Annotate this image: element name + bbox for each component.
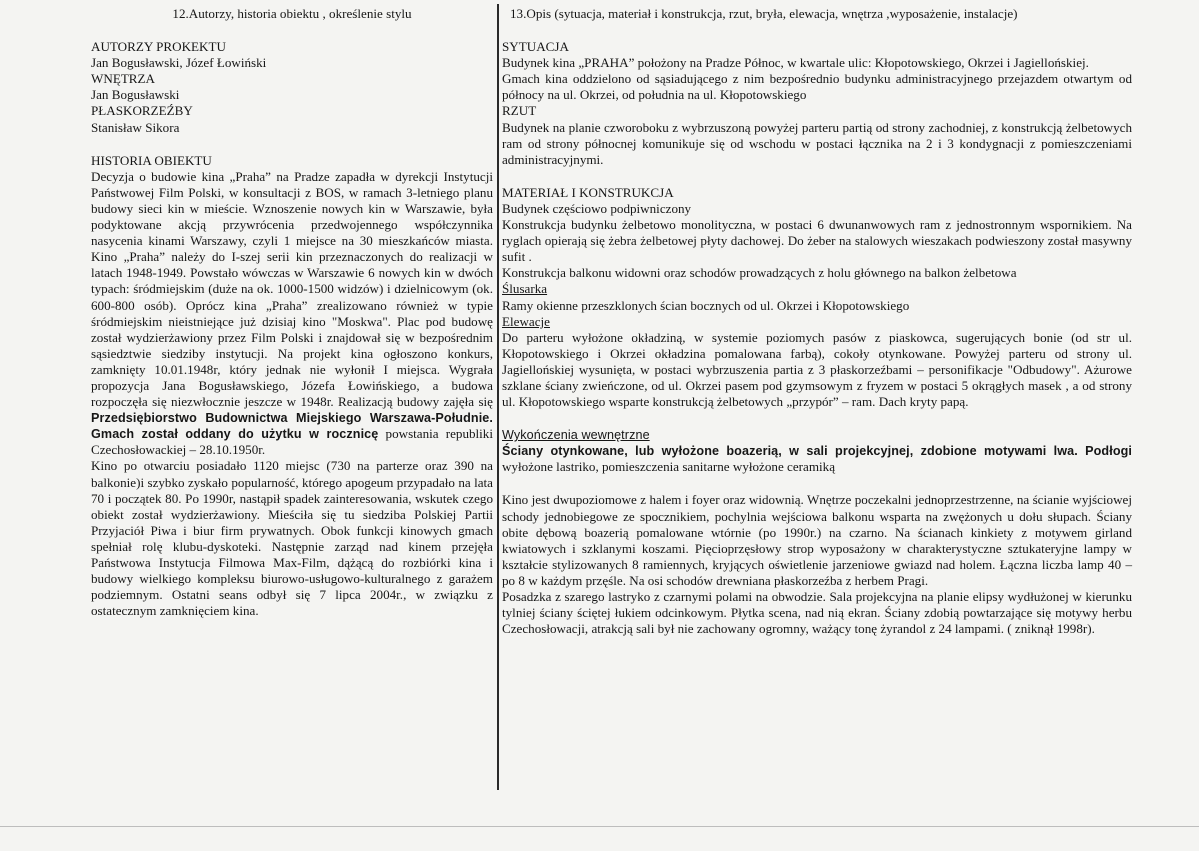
column-divider xyxy=(497,4,499,790)
section-12-title: 12.Autorzy, historia obiektu , określenie stylu xyxy=(172,6,412,21)
material-paragraph-3: Konstrukcja balkonu widowni oraz schodów prowadzących z holu głównego na balkon żelbetowa xyxy=(502,265,1017,281)
locksmith-paragraph: Ramy okienne przeszklonych ścian bocznych od ul. Okrzei i Kłopotowskiego xyxy=(502,297,910,313)
section-13-title: 13.Opis (sytuacja, materiał i konstrukcja, rzut, bryła, elewacja, wnętrza ,wyposażenie, instalacje) xyxy=(510,6,1018,21)
interior-paragraph-1: Kino jest dwupoziomowe z halem i foyer oraz widownią. Wnętrze poczekalni jednoprzestrzenne, na ścianie wyjściowej schody jednobiegowe ze spocznikiem, pochylnia wejściowa balkonu wsparta na zwężonych u dołu słupach. Ściany obite dębową boazerią pomalowane wtórnie (po 1990r.) na czarno. Na ścianach kinkiety z motywem girland kwiatowych i szklanymi koszami. Pięcioprzęsłowy strop wyposażony w charakterystyczne sztukateryjne lampy w kształcie stylizowanych 8 ramiennych, kryjących oświetlenie jarzeniowe gwiazd nad holem. Łączna liczba lamp 40 – po 8 w każdym przęśle. Na osi schodów drewniana płaskorzeźba z herbem Pragi. xyxy=(502,492,1132,588)
interiors-author: Jan Bogusławski xyxy=(91,87,180,103)
interior-finish-bold: Ściany otynkowane, lub wyłożone boazerią, w sali projekcyjnej, zdobione motywami lwa. Podłogi xyxy=(502,444,1132,459)
situation-paragraph-1: Budynek kina „PRAHA” położony na Pradze Północ, w kwartale ulic: Kłopotowskiego, Okrzei i Jagiellońskiej. xyxy=(502,55,1089,71)
right-column xyxy=(502,6,1132,637)
interior-finish-text: wyłożone lastriko, pomieszczenia sanitarne wyłożone ceramiką xyxy=(502,459,836,475)
history-text-2: powstania republiki Czechosłowackiej – 28.10.1950r. xyxy=(91,426,493,458)
plan-heading: RZUT xyxy=(502,103,537,119)
history-text-1: Decyzja o budowie kina „Praha” na Pradze zapadła w dyrekcji Instytucji Państwowej Film Polski, w konsultacji z BOS, w ramach 3-letniego planu budowy sieci kin w mieście. Wznoszenie nowych kin w Warszawie, była podyktowane akcją przywrócenia przedwojennego współczynnika nasycenia kinami Warszawy, czyli 1 miejsce na 30 mieszkańców miasta. Kino „Praha” należy do I-szej serii kin przeznaczonych do realizacji w latach 1948-1949. Powstało wówczas w Warszawie 6 nowych kin w dwóch typach: śródmiejskim (duże na ok. 1000-1500 widzów) i dzielnicowym (ok. 600-800 osób). Oprócz kina „Praha” zrealizowano również w typie śródmiejskim nieistniejące już dzisiaj kino "Moskwa". Plac pod budowę został wydzierżawiony przez Film Polski i znajdował się w bezpośrednim sąsiedztwie siedziby instytucji. Na projekt kina ogłoszono konkurs, zamknięty 10.01.1948r, który jednak nie wyłonił I miejsca. Wygrała propozycja Jana Bogusławskiego, Józefa Łowińskiego, a budowa rozpoczęła się niezwłocznie jeszcze w 1948r. Realizacją budowy zajęła się xyxy=(91,168,493,410)
material-paragraph-1: Budynek częściowo podpiwniczony xyxy=(502,200,692,216)
interiors-heading: WNĘTRZA xyxy=(91,71,155,87)
reliefs-author: Stanisław Sikora xyxy=(91,119,180,135)
locksmith-heading: Ślusarka xyxy=(502,281,548,297)
situation-heading: SYTUACJA xyxy=(502,39,569,55)
page-bottom-rule xyxy=(0,826,1199,827)
interior-paragraph-2: Posadzka z szarego lastryko z czarnymi polami na obwodzie. Sala projekcyjna na planie elipsy wydłużonej w kierunku tylniej ściany ściętej łukiem odcinkowym. Płytka scena, nad nią ekran. Ściany zdobią powtarzające się motywy herbu Czechosłowacji, atrakcją sali był nie zachowany ogromny, ważący tonę żyrandol z 24 lampami. ( zniknął 1998r). xyxy=(502,589,1132,637)
history-heading: HISTORIA OBIEKTU xyxy=(91,152,212,168)
authors-heading: AUTORZY PROKEKTU xyxy=(91,39,226,55)
material-paragraph-2: Konstrukcja budynku żelbetowo monolityczna, w postaci 6 dwunanwowych ram z jednostronnym wspornikiem. Na ryglach opierają się żebra żelbetowej płyty dachowej. Do żeber na stalowych wieszakach podwieszony został masywny sufit . xyxy=(502,217,1132,265)
interior-finish-heading: Wykończenia wewnętrzne xyxy=(502,428,650,443)
reliefs-heading: PŁASKORZEŹBY xyxy=(91,103,193,119)
elevation-heading: Elewacje xyxy=(502,313,550,329)
situation-paragraph-2: Gmach kina oddzielono od sąsiadującego z nim bezpośrednio budynku administracyjnego przejazdem otwartym od północy na ul. Okrzei, od południa na ul. Kłopotowskiego xyxy=(502,71,1132,103)
left-column xyxy=(91,6,493,619)
material-heading: MATERIAŁ I KONSTRUKCJA xyxy=(502,184,674,200)
history-paragraph-2: Kino po otwarciu posiadało 1120 miejsc (730 na parterze oraz 390 na balkonie)i szybko zyskało popularność, którego apogeum przypadało na lata 70 i początek 80. Po 1990r, nastąpił spadek zainteresowania, wskutek czego obiekt został wydzierżawiony. Mieściła się tu siedziba Polskiej Partii Przyjaciół Piwa i biur firm prywatnych. Obok funkcji kinowych gmach spełniał rolę klubu-dyskoteki. Następnie zarząd nad kinem przejęła Państwowa Instytucja Filmowa Max-Film, dążącą do rozbiórki kina i budowy wielkiego kompleksu biurowo-usługowo-kulturalnego z garażem podziemnym. Ostatni seans odbył się 7 lipca 2004r., w związku z ostatecznym zamknięciem kina. xyxy=(91,458,493,619)
interior-finish-paragraph xyxy=(502,443,1132,475)
authors-names: Jan Bogusławski, Józef Łowiński xyxy=(91,55,267,71)
history-bold-text: Przedsiębiorstwo Budownictwa Miejskiego Warszawa-Południe. Gmach został oddany do użytku w rocznicę xyxy=(91,411,493,442)
history-paragraph-1 xyxy=(91,169,493,459)
elevation-paragraph: Do parteru wyłożone okładziną, w systemie poziomych pasów z piaskowca, sugerujących bonie (od str ul. Kłopotowskiego i Okrzei okładzina pomalowana farbą), cokoły otynkowane. Powyżej parteru od strony ul. Jagiellońskiej wysunięta, w postaci wybrzuszenia partia z 3 płaskorzeźbami – personifikacje "Odbudowy". Ażurowe szklane ściany zwieńczone, od ul. Okrzei pasem pod gzymsowym z fryzem w postaci 5 okrągłych masek , a od strony ul. Kłopotowskiego wsparte konstrukcją żelbetowych „przypór” – ram. Dach kryty papą. xyxy=(502,329,1132,410)
plan-paragraph: Budynek na planie czworoboku z wybrzuszoną powyżej parteru partią od strony zachodniej, z konstrukcją żelbetowych ram od strony północnej komunikuje się od wschodu w postaci łącznika na 2 i 3 kondygnacji z pomieszczeniami administracyjnymi. xyxy=(502,119,1132,167)
